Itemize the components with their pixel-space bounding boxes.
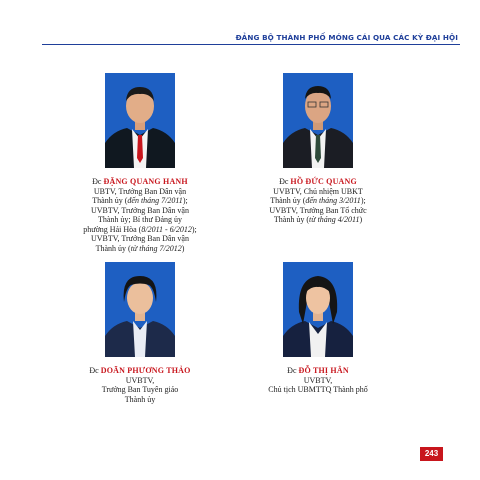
person-name-line [238,177,398,187]
role-line [238,385,398,395]
role-line [60,244,220,254]
role-text: ); [191,224,197,234]
role-text: Thành ủy ( [92,196,128,205]
person-name: HỒ ĐỨC QUANG [290,177,357,186]
person-caption [60,177,220,253]
role-text: ) [359,215,363,224]
role-line [60,215,220,225]
role-text: UVBTV, Trưởng Ban Dân vận [91,205,189,215]
person-caption [60,366,220,404]
person-role [238,376,398,395]
role-text: UVBTV, Trưởng Ban Dân vận [91,234,189,243]
role-text: Thành ủy [124,394,156,404]
role-text: UVBTV, Chủ nhiệm UBKT [273,186,363,196]
role-text: từ tháng 7/2012 [130,243,182,253]
person-caption [238,366,398,395]
role-line [238,376,398,386]
role-text: đến tháng 7/2011 [127,196,183,205]
role-text: Thành ủy ( [95,243,131,253]
header-rule [42,44,460,45]
role-line [60,376,220,386]
person-name-line [238,366,398,376]
person-caption [238,177,398,225]
person-name-line [60,177,220,187]
person-name-line [60,366,220,376]
role-text: phường Hải Hòa ( [83,224,142,234]
role-line [238,206,398,216]
person-role [238,187,398,225]
role-text: UVBTV, [303,375,333,385]
role-line [60,196,220,206]
role-text: từ tháng 4/2011 [309,215,360,224]
role-text: ); [182,196,188,205]
honorific-prefix: Đc [287,366,297,375]
person-role [60,376,220,405]
role-text: ) [181,243,185,253]
role-text: UVBTV, [125,375,155,385]
role-line [238,196,398,206]
role-line [60,234,220,244]
person-role [60,187,220,254]
person-name: DOÃN PHƯƠNG THẢO [100,366,191,375]
honorific-prefix: Đc [92,177,102,186]
role-line [60,187,220,197]
role-line [60,385,220,395]
role-line [60,206,220,216]
role-line [60,395,220,405]
role-line [60,225,220,235]
role-text: Thành ủy; Bí thư Đảng ủy [97,215,183,224]
honorific-prefix: Đc [279,177,289,186]
portrait-photo [283,73,353,168]
role-text: UVBTV, Trưởng Ban Tổ chức [269,205,367,215]
portrait-photo [105,262,175,357]
honorific-prefix: Đc [89,366,99,375]
role-text: 8/2011 - 6/2012 [141,224,192,234]
role-text: Chủ tịch UBMTTQ Thành phố [268,385,368,394]
role-text: đến tháng 3/2011 [305,196,361,205]
role-text: ); [360,196,366,205]
person-name: ĐẶNG QUANG HANH [103,177,188,186]
role-text: Thành ủy ( [270,196,306,205]
portrait-photo [283,262,353,357]
role-text: UBTV, Trưởng Ban Dân vận [93,186,187,196]
role-text: Trưởng Ban Tuyên giáo [101,385,179,394]
page-number-badge: 243 [420,447,443,461]
role-line [238,215,398,225]
portrait-photo [105,73,175,168]
person-name: ĐỖ THỊ HÂN [298,366,349,375]
role-text: Thành ủy ( [273,215,309,224]
running-header-title: ĐẢNG BỘ THÀNH PHỐ MÓNG CÁI QUA CÁC KỲ ĐẠI HỘI [235,33,458,42]
role-line [238,187,398,197]
